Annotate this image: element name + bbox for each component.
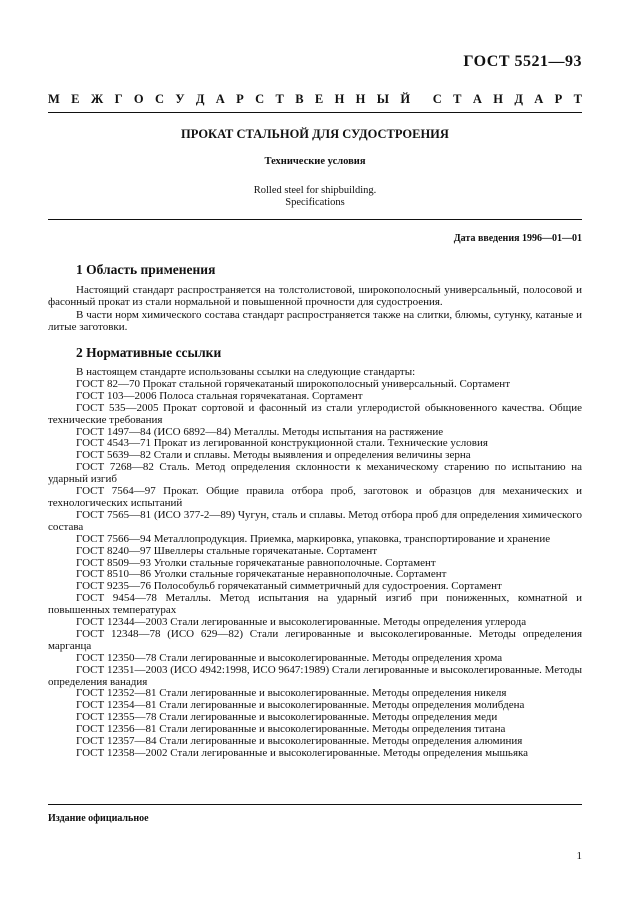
interstate-letter: А (472, 92, 482, 106)
english-title-line: Rolled steel for shipbuilding. (253, 185, 377, 196)
reference-intro: В настоящем стандарте использованы ссылки на следующие стандарты: (76, 366, 416, 378)
paragraph: Настоящий стандарт распространяется на толстолистовой, широкополосный универсальный, полосовой и фасонный прокат из стали нормальной и повышенной прочности для судостроения. (48, 284, 582, 309)
reference-item: ГОСТ 12358—2002 Стали легированные и высоколегированные. Методы определения мышьяка (76, 747, 529, 759)
reference-item: ГОСТ 12357—84 Стали легированные и высоколегированные. Методы определения алюминия (76, 735, 523, 748)
interstate-letter: У (175, 92, 185, 106)
reference-list (48, 367, 582, 760)
document-title: ПРОКАТ СТАЛЬНОЙ ДЛЯ СУДОСТРОЕНИЯ (181, 127, 449, 141)
reference-item: ГОСТ 9454—78 Металлы. Метод испытания на ударный изгиб при пониженных, комнатной и повышенных температурах (48, 592, 582, 617)
interstate-letter: Ы (376, 92, 390, 106)
paragraph: В части норм химического состава стандарт распространяется также на слитки, блюмы, сутунку, катаные и литые заготовки. (48, 308, 582, 334)
interstate-letter: Т (573, 92, 582, 106)
interstate-letter: Р (236, 92, 244, 106)
reference-item: ГОСТ 12351—2003 (ИСО 4942:1998, ИСО 9647:1989) Стали легированные и высоколегированные. Методы определения ванадия (48, 663, 582, 688)
reference-item: ГОСТ 12354—81 Стали легированные и высоколегированные. Методы определения молибдена (76, 699, 525, 712)
reference-item: ГОСТ 535—2005 Прокат сортовой и фасонный из стали углеродистой обыкновенного качества. Общие технические требования (48, 401, 582, 426)
interstate-letter: Е (71, 92, 80, 106)
interstate-letter: Ж (90, 92, 104, 106)
interstate-letter: Т (275, 92, 284, 106)
interstate-letter: Е (314, 92, 324, 106)
intro-date: Дата введения 1996—01—01 (453, 233, 582, 244)
reference-item: ГОСТ 1497—84 (ИСО 6892—84) Металлы. Методы испытания на растяжение (76, 425, 444, 438)
interstate-letter: В (295, 92, 304, 106)
interstate-letter: Й (400, 92, 411, 106)
interstate-letter: С (255, 92, 265, 106)
english-title-line: Specifications (285, 197, 345, 208)
title-divider (48, 219, 582, 220)
document-subtitle: Технические условия (264, 156, 366, 167)
section-body (48, 284, 582, 334)
interstate-letter: С (154, 92, 164, 106)
interstate-letter: Д (195, 92, 205, 106)
footer-divider (48, 804, 582, 805)
reference-item: ГОСТ 12344—2003 Стали легированные и высоколегированные. Методы определения углерода (76, 616, 527, 629)
reference-item: ГОСТ 8510—86 Уголки стальные горячекатаные неравнополочные. Сортамент (76, 568, 447, 581)
english-title (48, 185, 582, 209)
edition-label: Издание официальное (48, 813, 149, 824)
reference-item: ГОСТ 12350—78 Стали легированные и высоколегированные. Методы определения хрома (76, 651, 503, 664)
interstate-letter: Н (493, 92, 503, 106)
reference-item: ГОСТ 7566—94 Металлопродукция. Приемка, маркировка, упаковка, транспортирование и хранение (76, 532, 551, 545)
interstate-letter: С (432, 92, 442, 106)
gost-code: ГОСТ 5521—93 (463, 53, 582, 70)
interstate-letter: Р (554, 92, 563, 106)
reference-item: ГОСТ 7268—82 Сталь. Метод определения склонности к механическому старению по испытанию на ударный изгиб (48, 461, 582, 486)
interstate-letter: М (48, 92, 60, 106)
reference-item: ГОСТ 4543—71 Прокат из легированной конструкционной стали. Технические условия (76, 437, 488, 450)
reference-item: ГОСТ 103—2006 Полоса стальная горячекатаная. Сортамент (76, 389, 363, 402)
interstate-letter: Н (355, 92, 366, 106)
interstate-letter: О (133, 92, 144, 106)
reference-item: ГОСТ 8240—97 Швеллеры стальные горячекатаные. Сортамент (76, 544, 378, 557)
interstate-letter: Т (453, 92, 462, 106)
interstate-letter: Г (114, 92, 123, 106)
section-heading: 2 Нормативные ссылки (76, 345, 222, 360)
interstate-letter: А (534, 92, 544, 106)
interstate-letter: Д (514, 92, 523, 106)
reference-item: ГОСТ 12355—78 Стали легированные и высоколегированные. Методы определения меди (76, 711, 498, 724)
reference-item: ГОСТ 12356—81 Стали легированные и высоколегированные. Методы определения титана (76, 723, 506, 736)
interstate-letter: А (215, 92, 225, 106)
reference-item: ГОСТ 7564—97 Прокат. Общие правила отбора проб, заготовок и образцов для механических и технологических испытаний (48, 485, 582, 509)
reference-item: ГОСТ 8509—93 Уголки стальные горячекатаные равнополочные. Сортамент (76, 556, 436, 569)
reference-item: ГОСТ 5639—82 Стали и сплавы. Методы выявления и определения величины зерна (76, 449, 471, 462)
reference-item: ГОСТ 82—70 Прокат стальной горячекатаный широкополосный универсальный. Сортамент (76, 377, 511, 390)
page-number: 1 (576, 850, 582, 862)
interstate-letter: Н (334, 92, 345, 106)
header-divider (48, 112, 582, 113)
reference-item: ГОСТ 7565—81 (ИСО 377-2—89) Чугун, сталь и сплавы. Метод отбора проб для определения химического состава (48, 508, 582, 533)
reference-item: ГОСТ 12348—78 (ИСО 629—82) Стали легированные и высоколегированные. Методы определения марганца (48, 627, 582, 652)
reference-item: ГОСТ 9235—76 Полособульб горячекатаный симметричный для судостроения. Сортамент (76, 580, 502, 593)
section-heading: 1 Область применения (76, 262, 216, 277)
interstate-standard-banner (48, 92, 582, 107)
reference-item: ГОСТ 12352—81 Стали легированные и высоколегированные. Методы определения никеля (76, 687, 507, 700)
